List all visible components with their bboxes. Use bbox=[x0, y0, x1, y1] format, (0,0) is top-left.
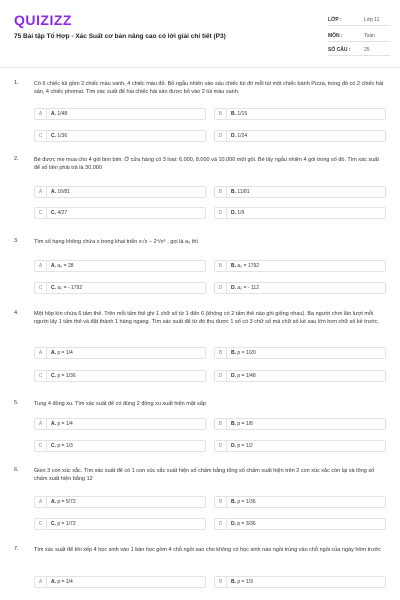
option-value: p = 1/4 bbox=[57, 350, 73, 356]
option-label: B. bbox=[231, 579, 236, 585]
option-label: D. bbox=[231, 133, 236, 139]
option-label: D. bbox=[231, 443, 236, 449]
option-a[interactable] bbox=[34, 496, 206, 508]
question-text: Tìm số hạng không chứa x trong khai triển x√x − 2⁴/x⁸ , gọi là a₀ thì bbox=[34, 239, 198, 245]
option-value: p = 5/72 bbox=[57, 499, 76, 505]
option-value: p = 1/8 bbox=[237, 421, 253, 427]
option-value: 4/27 bbox=[57, 210, 68, 216]
option-text bbox=[51, 131, 67, 141]
option-c[interactable] bbox=[34, 370, 206, 382]
option-a[interactable] bbox=[34, 260, 206, 272]
option-value: p = 1/36 bbox=[237, 499, 256, 505]
option-b[interactable] bbox=[214, 347, 386, 359]
question-number: 7. bbox=[14, 546, 19, 552]
option-a[interactable] bbox=[34, 108, 206, 120]
option-b[interactable] bbox=[214, 108, 386, 120]
option-letter: A bbox=[35, 348, 47, 358]
meta-value: 25 bbox=[364, 47, 370, 53]
option-text bbox=[231, 109, 247, 119]
option-c[interactable] bbox=[34, 207, 206, 219]
option-letter: A bbox=[35, 577, 47, 587]
option-text bbox=[231, 283, 259, 293]
option-text bbox=[231, 419, 253, 429]
option-value: p = 1/72 bbox=[57, 521, 76, 527]
option-label: B. bbox=[231, 499, 236, 505]
option-text bbox=[231, 497, 256, 507]
option-text bbox=[231, 441, 253, 451]
option-label: A. bbox=[51, 263, 56, 269]
option-label: D. bbox=[231, 210, 236, 216]
option-d[interactable] bbox=[214, 370, 386, 382]
option-value: p = 3/36 bbox=[237, 521, 256, 527]
header-divider bbox=[0, 67, 400, 68]
option-label: C. bbox=[51, 285, 56, 291]
option-label: C. bbox=[51, 133, 56, 139]
option-text bbox=[51, 187, 70, 197]
meta-label: LỚP : bbox=[328, 17, 342, 23]
question-text: Tìm xác suất để khi xếp 4 học sinh vào 1 bàn học gồm 4 chỗ ngồi sao cho không có học sinh nào ngồi trùng vào chỗ ngồi của ngày hôm trước bbox=[34, 547, 381, 553]
option-label: D. bbox=[231, 373, 236, 379]
option-label: A. bbox=[51, 579, 56, 585]
question-text: Gieo 3 con xúc xắc. Tìm xác suất để có 1 con xúc xắc xuất hiện số chấm bằng tổng số chấm xuất hiện trên 2 con xúc xắc còn lại và tổng số chấm xuất hiện bằng 12 bbox=[34, 468, 375, 482]
option-letter: B bbox=[215, 419, 227, 429]
option-value: 1/48 bbox=[57, 111, 68, 117]
question-number: 4. bbox=[14, 310, 19, 316]
question-text: Một hộp kín chứa 6 tấm thẻ. Trên mỗi tấm thẻ ghi 1 chữ số từ 1 đến 6 (không có 2 tấm thẻ nào ghi giống nhau). Ba người chơi lần lượt mỗi người lấy 1 tấm thẻ và đặt thành 1 hàng ngang. Tìm xác suất để từ đó thu được 1 số có 3 chữ số mà chữ số kề sau lớn hơn chữ số kề trước. bbox=[34, 311, 380, 325]
question-text: Tung 4 đồng xu. Tìm xác suất để có đúng 2 đồng xu xuất hiện mặt sấp bbox=[34, 401, 206, 407]
option-text bbox=[231, 371, 256, 381]
option-text bbox=[51, 109, 67, 119]
option-label: B. bbox=[231, 350, 236, 356]
option-label: C. bbox=[51, 210, 56, 216]
option-b[interactable] bbox=[214, 576, 386, 588]
option-value: a₀ = 28 bbox=[57, 263, 74, 269]
option-b[interactable] bbox=[214, 496, 386, 508]
option-label: D. bbox=[231, 521, 236, 527]
option-text bbox=[231, 348, 256, 358]
option-text bbox=[231, 131, 247, 141]
option-letter: B bbox=[215, 497, 227, 507]
option-c[interactable] bbox=[34, 440, 206, 452]
option-text bbox=[51, 519, 76, 529]
option-text bbox=[51, 261, 74, 271]
option-letter: B bbox=[215, 109, 227, 119]
option-value: a₀ = - 1792 bbox=[57, 285, 83, 291]
option-letter: B bbox=[215, 348, 227, 358]
option-text bbox=[231, 577, 253, 587]
option-letter: C bbox=[35, 519, 47, 529]
option-label: C. bbox=[51, 521, 56, 527]
option-text bbox=[231, 261, 259, 271]
question-number: 3. bbox=[14, 238, 19, 244]
question-number: 5. bbox=[14, 400, 19, 406]
option-text bbox=[51, 441, 73, 451]
option-letter: A bbox=[35, 109, 47, 119]
option-letter: D bbox=[215, 131, 227, 141]
option-value: 1/24 bbox=[237, 133, 248, 139]
option-label: B. bbox=[231, 189, 236, 195]
meta-count-row bbox=[328, 44, 390, 56]
option-b[interactable] bbox=[214, 260, 386, 272]
option-value: 16/81 bbox=[57, 189, 70, 195]
option-letter: C bbox=[35, 283, 47, 293]
option-value: p = 1/2 bbox=[237, 443, 253, 449]
option-label: C. bbox=[51, 373, 56, 379]
option-value: 1/9 bbox=[237, 210, 245, 216]
option-value: 11/81 bbox=[237, 189, 250, 195]
option-letter: A bbox=[35, 261, 47, 271]
option-value: p = 1/20 bbox=[237, 350, 256, 356]
option-text bbox=[51, 371, 76, 381]
option-letter: B bbox=[215, 577, 227, 587]
option-value: p = 1/3 bbox=[57, 443, 73, 449]
option-c[interactable] bbox=[34, 130, 206, 142]
option-label: D. bbox=[231, 285, 236, 291]
option-letter: D bbox=[215, 441, 227, 451]
worksheet-title: 75 Bài tập Tổ Hợp - Xác Suất cơ bản nâng cao có lời giải chi tiết (P3) bbox=[14, 33, 226, 40]
option-letter: D bbox=[215, 519, 227, 529]
option-letter: C bbox=[35, 208, 47, 218]
meta-label: SỐ CÂU : bbox=[328, 47, 351, 53]
meta-label: MÔN : bbox=[328, 33, 343, 39]
option-label: A. bbox=[51, 189, 56, 195]
option-text bbox=[51, 419, 73, 429]
meta-value: Toán bbox=[364, 33, 375, 39]
option-label: A. bbox=[51, 350, 56, 356]
option-d[interactable] bbox=[214, 207, 386, 219]
option-letter: D bbox=[215, 371, 227, 381]
option-letter: B bbox=[215, 261, 227, 271]
option-b[interactable] bbox=[214, 418, 386, 430]
option-label: C. bbox=[51, 443, 56, 449]
question-number: 6. bbox=[14, 467, 19, 473]
option-letter: A bbox=[35, 187, 47, 197]
option-label: A. bbox=[51, 111, 56, 117]
quizizz-logo: QUIZIZZ bbox=[14, 12, 72, 28]
option-letter: D bbox=[215, 208, 227, 218]
option-text bbox=[51, 283, 82, 293]
option-d[interactable] bbox=[214, 440, 386, 452]
option-c[interactable] bbox=[34, 282, 206, 294]
option-letter: A bbox=[35, 497, 47, 507]
option-text bbox=[231, 187, 250, 197]
question-text: Có 6 chiếc túi gồm 2 chiếc màu xanh, 4 chiếc màu đỏ. Bỏ ngẫu nhiên vào sáu chiếc túi đó mỗi túi một chiếc bánh Pizza, trong đó có 2 chiếc hải sản, 4 chiếc phomai. Tìm xác suất để hai chiếc hải sản được bỏ vào 2 túi màu xanh. bbox=[34, 81, 384, 95]
option-letter: C bbox=[35, 131, 47, 141]
option-value: p = 1/4 bbox=[57, 579, 73, 585]
option-value: 1/36 bbox=[57, 133, 68, 139]
option-letter: B bbox=[215, 187, 227, 197]
option-text bbox=[231, 208, 244, 218]
option-a[interactable] bbox=[34, 576, 206, 588]
option-letter: C bbox=[35, 441, 47, 451]
meta-subject-row bbox=[328, 30, 390, 42]
option-letter: A bbox=[35, 419, 47, 429]
option-c[interactable] bbox=[34, 518, 206, 530]
meta-grade-row bbox=[328, 14, 390, 26]
option-d[interactable] bbox=[214, 130, 386, 142]
option-label: B. bbox=[231, 421, 236, 427]
option-text bbox=[51, 497, 76, 507]
option-text bbox=[51, 348, 73, 358]
option-label: B. bbox=[231, 111, 236, 117]
option-label: A. bbox=[51, 421, 56, 427]
option-a[interactable] bbox=[34, 418, 206, 430]
option-value: p = 1/36 bbox=[57, 373, 76, 379]
option-letter: C bbox=[35, 371, 47, 381]
option-value: 1/15 bbox=[237, 111, 248, 117]
worksheet-header bbox=[0, 0, 400, 68]
option-text bbox=[51, 577, 73, 587]
question-number: 2. bbox=[14, 156, 19, 162]
option-text bbox=[51, 208, 67, 218]
option-label: A. bbox=[51, 499, 56, 505]
option-value: p = 1/4 bbox=[57, 421, 73, 427]
question-text: Bé được mẹ mua cho 4 gói bim bim. Ở cửa hàng có 3 loại: 6.000, 8.000 và 10.000 một gói. Bé lấy ngẫu nhiên 4 gói trong số đó. Tìm xác suất để số tiền phải trả là 30.000 bbox=[34, 157, 379, 171]
option-text bbox=[231, 519, 256, 529]
option-value: p = 1/48 bbox=[237, 373, 256, 379]
question-number: 1. bbox=[14, 80, 19, 86]
meta-value: Lớp 11 bbox=[364, 17, 380, 23]
option-value: a₀ = - 112 bbox=[237, 285, 259, 291]
option-letter: D bbox=[215, 283, 227, 293]
option-a[interactable] bbox=[34, 186, 206, 198]
option-b[interactable] bbox=[214, 186, 386, 198]
option-value: p = 1/3 bbox=[237, 579, 253, 585]
option-d[interactable] bbox=[214, 518, 386, 530]
option-a[interactable] bbox=[34, 347, 206, 359]
option-value: a₀ = 1792 bbox=[237, 263, 260, 269]
option-label: B. bbox=[231, 263, 236, 269]
option-d[interactable] bbox=[214, 282, 386, 294]
